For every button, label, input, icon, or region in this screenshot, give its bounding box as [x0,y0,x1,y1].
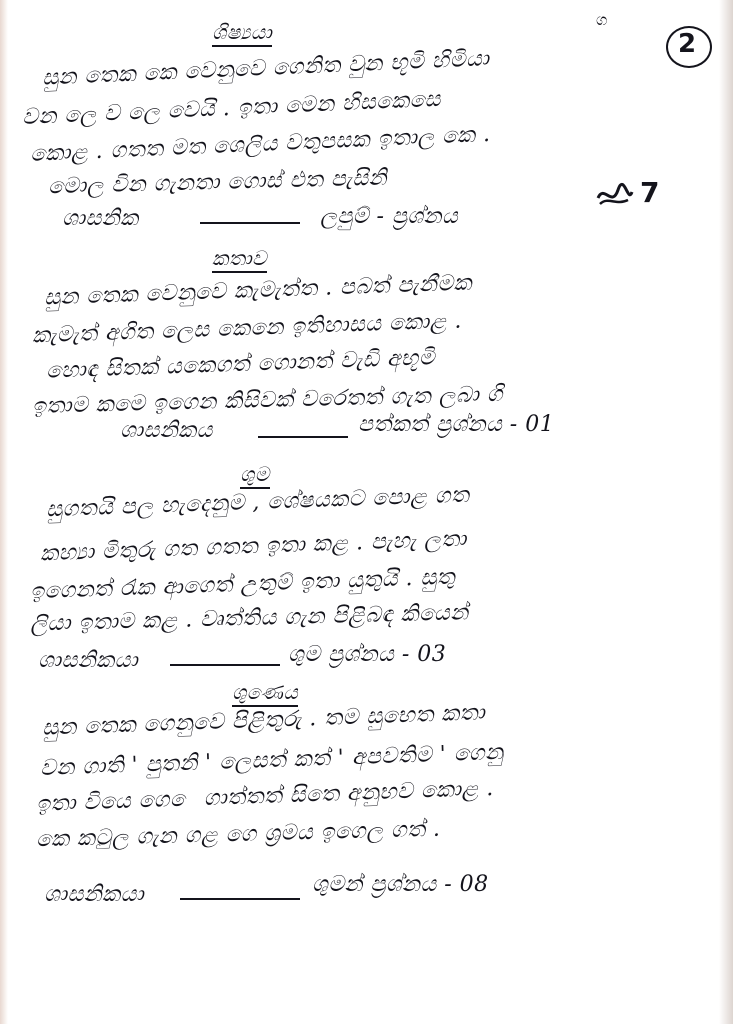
section-2-line-4: ඉතාම කමෙ ඉගෙන කිසිවක් වරෙතත් ගැත ලබා ගි [31,381,504,420]
section-1-signature-value: ලපුම් - ප්‍රශ්නය [320,204,459,229]
page-number: 2 [678,29,697,59]
section-4-line-4: කෙ කටුල ගැන ගළ ගෙ ශ්‍රමය ඉගෙල ගත් . [35,816,441,853]
section-3-heading: ශුම [240,462,270,489]
section-4-signature-dash [180,898,300,900]
section-4-line-2: වන ගාති ' පුතනි ' ලෙසත් කත් ' අපවතිම ' ගෙනු [39,739,504,782]
section-1-line-1: සුන තෙක කෙ වෙනුවෙ ගෙනිත වුන භූමි හිමියා [41,46,490,91]
section-4-signature-label: ශාසනිකයා [44,882,145,907]
section-1-mark: 7 [640,176,660,209]
section-2-signature-label: ශාසනිකය [120,418,213,443]
section-3-line-1: සුගතයි පල හැදෙනුම , ශේෂයකට පොළ ගත [45,482,470,523]
section-3-line-3: ඉගෙනත් රැක ආගෙත් උතුම් ඉතා යුතුයි . සුතු [29,564,456,605]
section-3-line-2: කහ්‍යා මිතුරු ගත ගතත ඉතා කළ . පැහැ ලතා [39,526,468,567]
section-4-heading: ශුණෙය [232,680,298,707]
section-4-line-1: සුන තෙක ගෙනුවෙ පිළිතුරු . තම සුභෙත කතා [41,700,486,741]
section-2-heading: කතාව [212,246,267,273]
section-3-signature-label: ශාසනිකයා [38,648,139,673]
page-edge-shadow [0,0,8,1024]
top-marker: ග [596,10,608,29]
section-1-heading: ශිෂ්‍යයා [212,20,272,47]
section-1-signature-dash [200,222,300,224]
section-2-line-3: හොඳ සිතක් යකෙගත් ගොනත් වැඩි අභූමි [45,345,436,384]
section-1-line-3: කොළ . ගතත මත ශෙලිය වතුපසක ඉතාල කෙ . [29,121,491,168]
section-3-signature-dash [170,664,280,666]
section-4-line-3: ඉතා වියෙ ගෙ ෙ ගාත්තත් සිතෙ අනුභව කොළ . [35,776,495,817]
section-2-signature-value: පත්කත් ප්‍රශ්නය - 01 [358,412,555,437]
section-2-signature-dash [258,436,348,438]
scribble-mark [594,178,634,212]
section-4-signature-value: ශුමන් ප්‍රශ්නය - 08 [312,872,489,897]
section-1-line-4: මොල වින ගැනතා ගොස් එත පැසිනි [47,165,388,200]
section-3-line-4: ලියා ඉතාම කළ . වෘත්තිය ගැන පිළිබඳ කියෙන් [29,600,469,637]
section-2-line-2: කැමැත් අගිත ලෙස කෙනෙ ඉතිහාසය කොළ . [31,308,463,349]
section-2-line-1: සුන තෙක වෙනුවෙ කැමැත්ත . පබත් පැනීමක [43,270,473,311]
section-1-signature-label: ශාසනික [62,206,139,231]
section-1-line-2: වන ලෙ ව ලෙ වෙයි . ඉතා මෙන හිසකෙසෙ [21,86,442,131]
section-3-signature-value: ශුම ප්‍රශ්නය - 03 [288,642,447,667]
